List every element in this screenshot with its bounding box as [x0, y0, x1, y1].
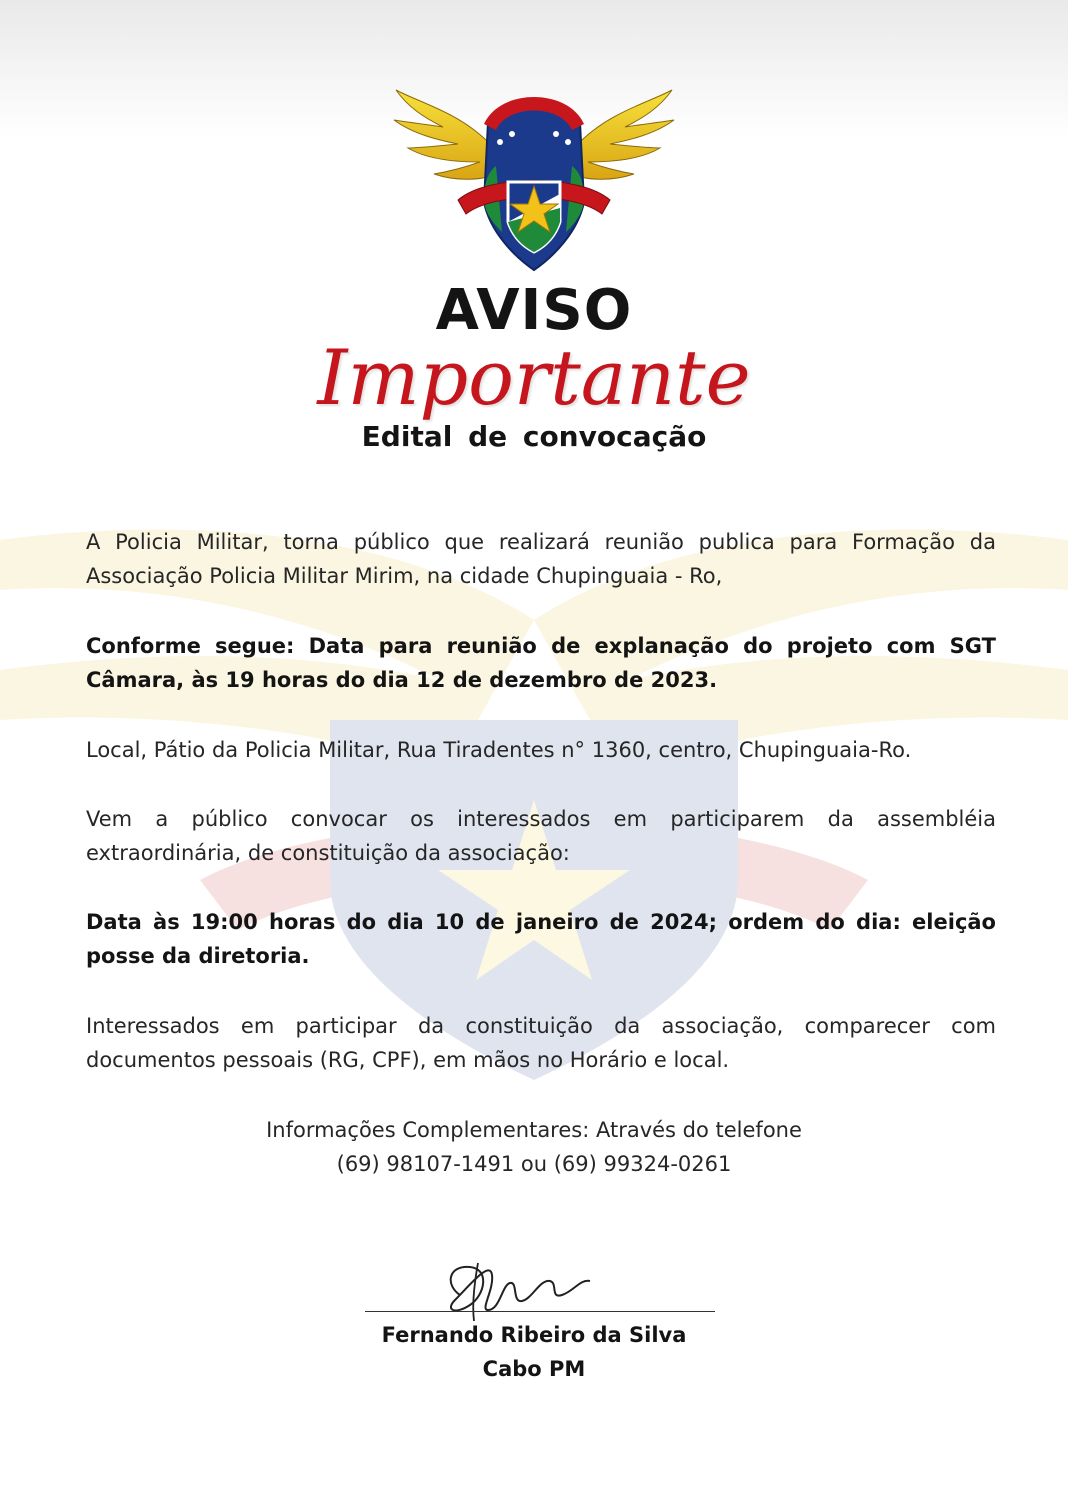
info-line: Informações Complementares: Através do telefone — [266, 1118, 802, 1142]
paragraph-location: Local, Pátio da Policia Militar, Rua Tiradentes n° 1360, centro, Chupinguaia-Ro. — [86, 738, 912, 762]
paragraph-assembly-date: Data às 19:00 horas do dia 10 de janeiro de 2024; ordem do dia: eleição posse da diretoria. — [86, 910, 996, 968]
signer-role: Cabo PM — [482, 1357, 586, 1381]
title-edital: Edital de convocação — [361, 420, 707, 453]
phone-numbers: (69) 98107-1491 ou (69) 99324-0261 — [336, 1152, 732, 1176]
title-importante: Importante — [317, 333, 751, 422]
police-emblem-logo — [388, 82, 680, 274]
paragraph-announcement: A Policia Militar, torna público que realizará reunião publica para Formação da Associação Policia Militar Mirim, na cidade Chupinguaia - Ro, — [86, 530, 996, 588]
handwritten-signature — [430, 1255, 610, 1325]
title-aviso: AVISO — [435, 278, 633, 343]
signer-name: Fernando Ribeiro da Silva — [381, 1323, 687, 1347]
paragraph-convocation: Vem a público convocar os interessados em participarem da assembléia extraordinária, de constituição da associação: — [86, 807, 996, 865]
signature-line — [365, 1311, 715, 1312]
paragraph-meeting-date: Conforme segue: Data para reunião de explanação do projeto com SGT Câmara, às 19 horas do dia 12 de dezembro de 2023. — [86, 634, 996, 692]
paragraph-documents: Interessados em participar da constituição da associação, comparecer com documentos pessoais (RG, CPF), em mãos no Horário e local. — [86, 1014, 996, 1072]
